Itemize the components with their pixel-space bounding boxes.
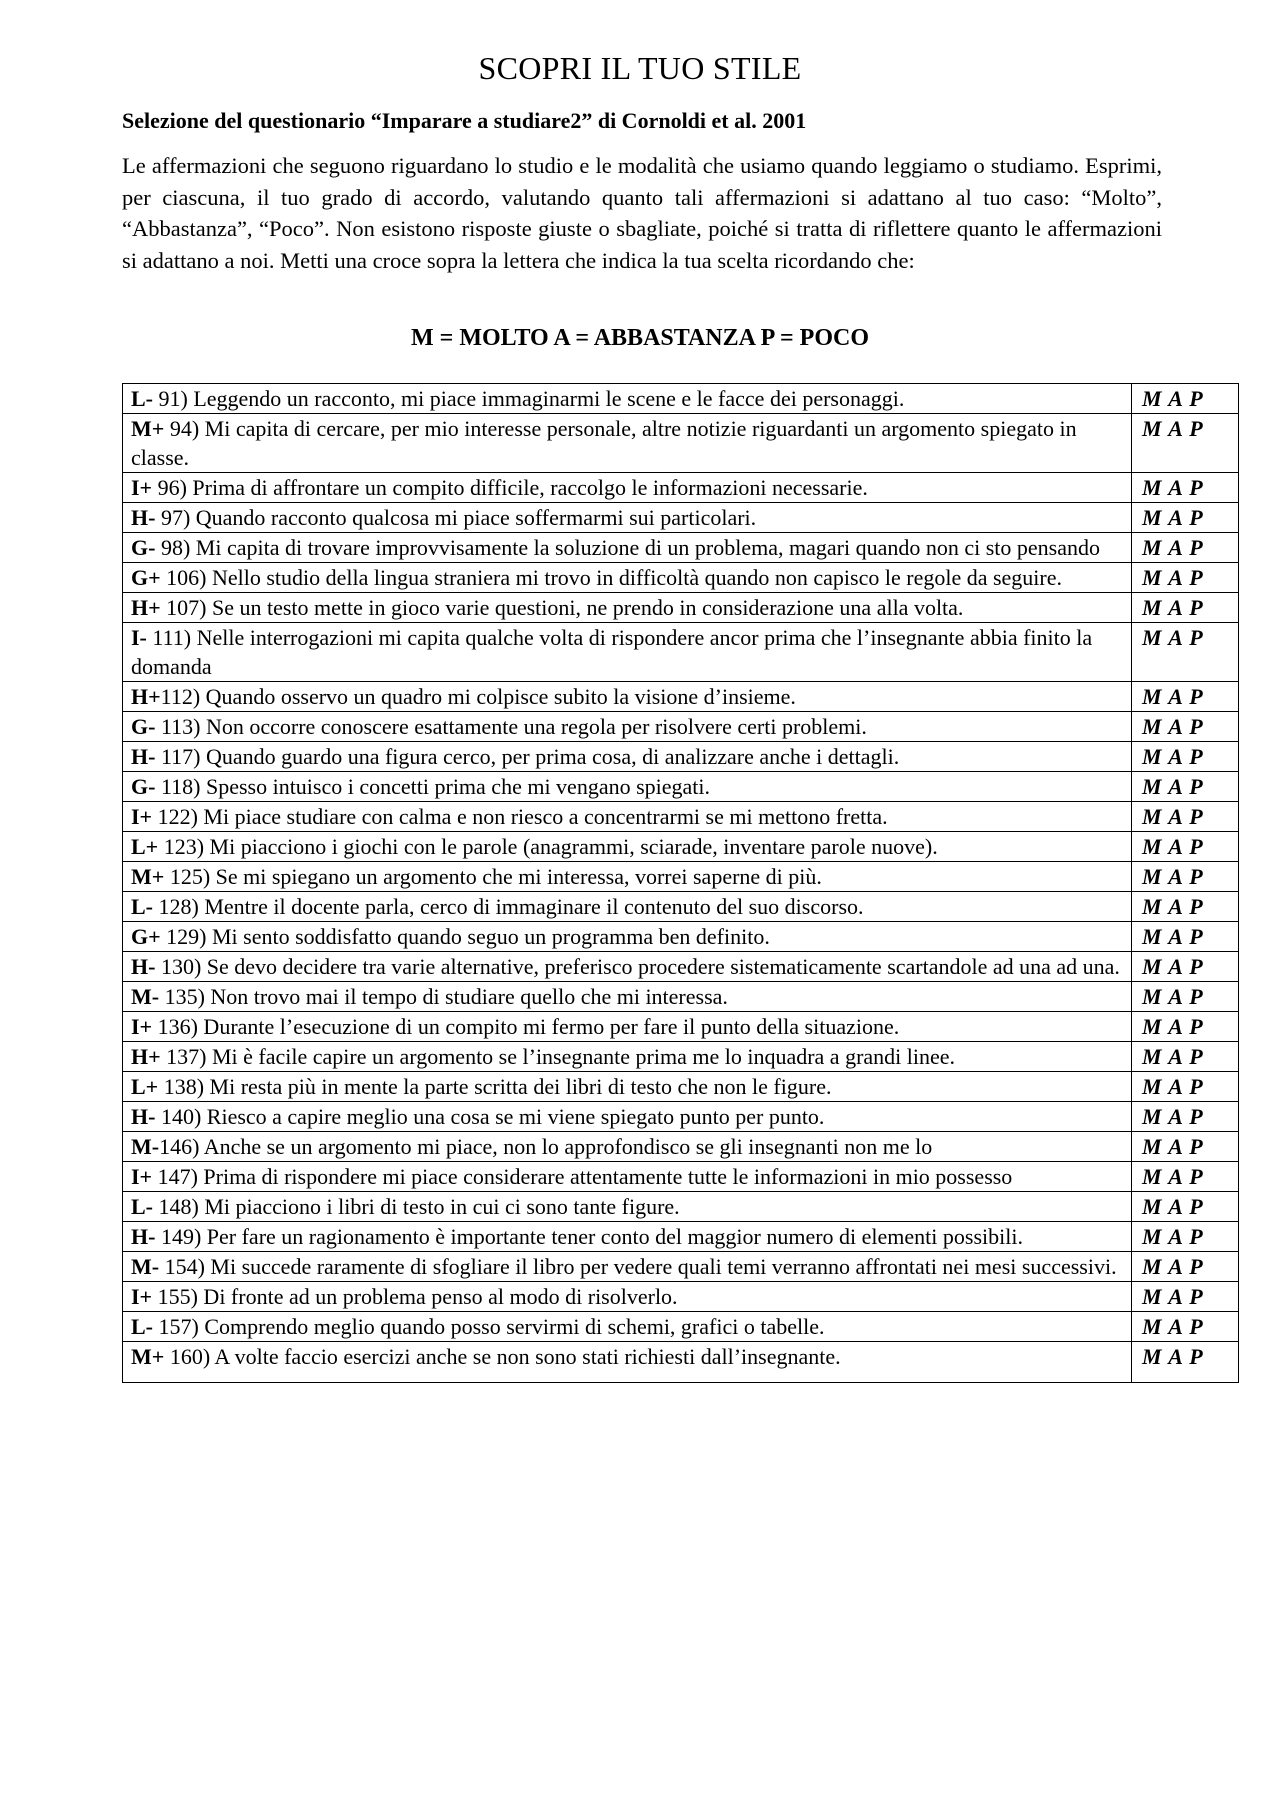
question-text: 128) Mentre il docente parla, cerco di immaginare il contenuto del suo discorso. [153, 894, 864, 919]
question-code: I+ [131, 1164, 153, 1189]
answer-options[interactable]: M A P [1132, 1042, 1239, 1072]
question-statement [123, 533, 1132, 563]
question-code: I- [131, 625, 147, 650]
question-code: G- [131, 774, 156, 799]
question-row [123, 682, 1239, 712]
question-statement [123, 1192, 1132, 1222]
question-text: 138) Mi resta più in mente la parte scritta dei libri di testo che non le figure. [158, 1074, 832, 1099]
answer-legend: M = MOLTO A = ABBASTANZA P = POCO [410, 325, 869, 351]
question-text: 118) Spesso intuisco i concetti prima che mi vengano spiegati. [155, 774, 711, 799]
question-row [123, 1192, 1239, 1222]
question-text: 98) Mi capita di trovare improvvisamente la soluzione di un problema, magari quando non ci sto pensando [155, 535, 1100, 560]
question-code: M+ [131, 416, 165, 441]
answer-options[interactable]: M A P [1132, 1342, 1239, 1383]
question-statement [123, 742, 1132, 772]
question-statement [123, 862, 1132, 892]
question-code: L+ [131, 834, 159, 859]
question-statement [123, 1252, 1132, 1282]
question-text: 107) Se un testo mette in gioco varie questioni, ne prendo in considerazione una alla volta. [160, 595, 964, 620]
question-row [123, 802, 1239, 832]
question-statement [123, 832, 1132, 862]
question-code: M+ [131, 1344, 165, 1369]
question-row [123, 473, 1239, 503]
question-code: H+ [131, 595, 161, 620]
question-text: 91) Leggendo un racconto, mi piace immaginarmi le scene e le facce dei personaggi. [153, 386, 905, 411]
question-row [123, 623, 1239, 682]
question-row [123, 742, 1239, 772]
answer-options[interactable]: M A P [1132, 1192, 1239, 1222]
question-code: I+ [131, 1014, 153, 1039]
question-code: H+ [131, 684, 161, 709]
question-text: 140) Riesco a capire meglio una cosa se mi viene spiegato punto per punto. [155, 1104, 825, 1129]
question-statement [123, 712, 1132, 742]
question-row [123, 384, 1239, 414]
question-row [123, 1012, 1239, 1042]
question-row [123, 832, 1239, 862]
question-statement [123, 982, 1132, 1012]
answer-options[interactable]: M A P [1132, 1072, 1239, 1102]
answer-options[interactable]: M A P [1132, 952, 1239, 982]
question-text: 147) Prima di rispondere mi piace considerare attentamente tutte le informazioni in mio possesso [152, 1164, 1013, 1189]
question-row [123, 1222, 1239, 1252]
question-row [123, 1312, 1239, 1342]
question-statement [123, 1312, 1132, 1342]
question-code: G+ [131, 924, 161, 949]
question-text: 149) Per fare un ragionamento è importante tener conto del maggior numero di elementi possibili. [155, 1224, 1023, 1249]
question-text: 154) Mi succede raramente di sfogliare il libro per vedere quali temi verranno affrontati nei mesi successivi. [159, 1254, 1117, 1279]
question-statement [123, 682, 1132, 712]
question-row [123, 892, 1239, 922]
question-text: 117) Quando guardo una figura cerco, per prima cosa, di analizzare anche i dettagli. [155, 744, 900, 769]
question-row [123, 414, 1239, 473]
question-text: 122) Mi piace studiare con calma e non riesco a concentrarmi se mi mettono fretta. [152, 804, 888, 829]
answer-options[interactable]: M A P [1132, 1282, 1239, 1312]
answer-options[interactable]: M A P [1132, 1312, 1239, 1342]
question-statement [123, 1102, 1132, 1132]
question-code: L- [131, 1194, 153, 1219]
answer-options[interactable]: M A P [1132, 414, 1239, 473]
question-text: 111) Nelle interrogazioni mi capita qualche volta di rispondere ancor prima che l’insegnante abbia finito la domanda [131, 625, 1093, 679]
question-text: 125) Se mi spiegano un argomento che mi interessa, vorrei saperne di più. [164, 864, 822, 889]
question-statement [123, 802, 1132, 832]
question-statement [123, 473, 1132, 503]
answer-options[interactable]: M A P [1132, 982, 1239, 1012]
question-text: 113) Non occorre conoscere esattamente una regola per risolvere certi problemi. [155, 714, 867, 739]
answer-options[interactable]: M A P [1132, 593, 1239, 623]
question-statement [123, 1042, 1132, 1072]
question-code: H- [131, 1104, 156, 1129]
question-statement [123, 952, 1132, 982]
question-code: H- [131, 744, 156, 769]
answer-options[interactable]: M A P [1132, 1132, 1239, 1162]
question-text: 135) Non trovo mai il tempo di studiare quello che mi interessa. [159, 984, 728, 1009]
question-row [123, 982, 1239, 1012]
page-title: SCOPRI IL TUO STILE [478, 50, 802, 86]
question-row [123, 862, 1239, 892]
question-row [123, 1282, 1239, 1312]
answer-options[interactable]: M A P [1132, 1222, 1239, 1252]
question-text: 112) Quando osservo un quadro mi colpisce subito la visione d’insieme. [160, 684, 796, 709]
question-code: L- [131, 894, 153, 919]
answer-options[interactable]: M A P [1132, 473, 1239, 503]
question-row [123, 563, 1239, 593]
answer-options[interactable]: M A P [1132, 892, 1239, 922]
question-text: 94) Mi capita di cercare, per mio interesse personale, altre notizie riguardanti un argomento spiegato in classe. [131, 416, 1077, 470]
question-code: M+ [131, 864, 165, 889]
question-code: H+ [131, 1044, 161, 1069]
question-statement [123, 772, 1132, 802]
question-code: H- [131, 505, 156, 530]
question-row [123, 772, 1239, 802]
question-statement [123, 1282, 1132, 1312]
answer-options[interactable]: M A P [1132, 503, 1239, 533]
question-statement [123, 922, 1132, 952]
instructions-paragraph: Le affermazioni che seguono riguardano lo studio e le modalità che usiamo quando leggiamo o studiamo. Esprimi, per ciascuna, il tuo grado di accordo, valutando quanto tali affermazioni si adattano al tuo caso: “Molto”, “Abbastanza”, “Poco”. Non esistono risposte giuste o sbagliate, poiché si tratta di riflettere quanto le affermazioni si adattano a noi. Metti una croce sopra la lettera che indica la tua scelta ricordando che: [122, 153, 1162, 273]
question-row [123, 1132, 1239, 1162]
question-statement [123, 384, 1132, 414]
question-statement [123, 563, 1132, 593]
question-text: 157) Comprendo meglio quando posso servirmi di schemi, grafici o tabelle. [153, 1314, 825, 1339]
question-statement [123, 593, 1132, 623]
question-code: L- [131, 1314, 153, 1339]
question-row [123, 1162, 1239, 1192]
question-row [123, 1252, 1239, 1282]
question-text: 106) Nello studio della lingua straniera mi trovo in difficoltà quando non capisco le regole da seguire. [160, 565, 1063, 590]
question-row [123, 1042, 1239, 1072]
question-statement [123, 414, 1132, 473]
question-text: 130) Se devo decidere tra varie alternative, preferisco procedere sistematicamente scartandole ad una ad una. [155, 954, 1120, 979]
question-text: 137) Mi è facile capire un argomento se l’insegnante prima me lo inquadra a grandi linee. [160, 1044, 956, 1069]
question-text: 129) Mi sento soddisfatto quando seguo un programma ben definito. [160, 924, 770, 949]
answer-options[interactable]: M A P [1132, 1252, 1239, 1282]
question-text: 123) Mi piacciono i giochi con le parole (anagrammi, sciarade, inventare parole nuove). [158, 834, 938, 859]
document-subtitle: Selezione del questionario “Imparare a studiare2” di Cornoldi et al. 2001 [122, 108, 807, 133]
question-code: H- [131, 1224, 156, 1249]
question-text: 136) Durante l’esecuzione di un compito mi fermo per fare il punto della situazione. [152, 1014, 900, 1039]
question-text: 148) Mi piacciono i libri di testo in cui ci sono tante figure. [153, 1194, 680, 1219]
answer-options[interactable]: M A P [1132, 772, 1239, 802]
question-code: G- [131, 714, 156, 739]
question-row [123, 922, 1239, 952]
answer-options[interactable]: M A P [1132, 862, 1239, 892]
answer-options[interactable]: M A P [1132, 384, 1239, 414]
answer-options[interactable]: M A P [1132, 712, 1239, 742]
question-code: L+ [131, 1074, 159, 1099]
question-code: I+ [131, 475, 153, 500]
question-code: M- [131, 1134, 160, 1159]
answer-options[interactable]: M A P [1132, 742, 1239, 772]
question-statement [123, 1162, 1132, 1192]
question-code: M- [131, 984, 160, 1009]
answer-options[interactable]: M A P [1132, 832, 1239, 862]
answer-options[interactable]: M A P [1132, 623, 1239, 682]
answer-options[interactable]: M A P [1132, 1102, 1239, 1132]
question-row [123, 503, 1239, 533]
question-row [123, 712, 1239, 742]
question-statement [123, 1072, 1132, 1102]
question-row [123, 952, 1239, 982]
question-statement [123, 1222, 1132, 1252]
answer-options[interactable]: M A P [1132, 922, 1239, 952]
question-row [123, 1342, 1239, 1383]
question-row [123, 593, 1239, 623]
questionnaire-table [122, 383, 1239, 1383]
question-text: 146) Anche se un argomento mi piace, non lo approfondisco se gli insegnanti non me lo [159, 1134, 933, 1159]
question-row [123, 1102, 1239, 1132]
question-statement [123, 1342, 1132, 1383]
question-row [123, 1072, 1239, 1102]
answer-options[interactable]: M A P [1132, 563, 1239, 593]
question-text: 97) Quando racconto qualcosa mi piace soffermarmi sui particolari. [155, 505, 757, 530]
question-code: H- [131, 954, 156, 979]
question-code: L- [131, 386, 153, 411]
question-text: 160) A volte faccio esercizi anche se non sono stati richiesti dall’insegnante. [164, 1344, 841, 1369]
question-statement [123, 623, 1132, 682]
question-code: I+ [131, 804, 153, 829]
answer-options[interactable]: M A P [1132, 533, 1239, 563]
question-text: 155) Di fronte ad un problema penso al modo di risolverlo. [152, 1284, 678, 1309]
question-statement [123, 1132, 1132, 1162]
answer-options[interactable]: M A P [1132, 1162, 1239, 1192]
question-code: I+ [131, 1284, 153, 1309]
question-code: G- [131, 535, 156, 560]
question-statement [123, 503, 1132, 533]
answer-options[interactable]: M A P [1132, 682, 1239, 712]
question-statement [123, 1012, 1132, 1042]
question-code: G+ [131, 565, 161, 590]
answer-options[interactable]: M A P [1132, 802, 1239, 832]
question-text: 96) Prima di affrontare un compito difficile, raccolgo le informazioni necessarie. [152, 475, 868, 500]
answer-options[interactable]: M A P [1132, 1012, 1239, 1042]
question-statement [123, 892, 1132, 922]
question-row [123, 533, 1239, 563]
question-code: M- [131, 1254, 160, 1279]
